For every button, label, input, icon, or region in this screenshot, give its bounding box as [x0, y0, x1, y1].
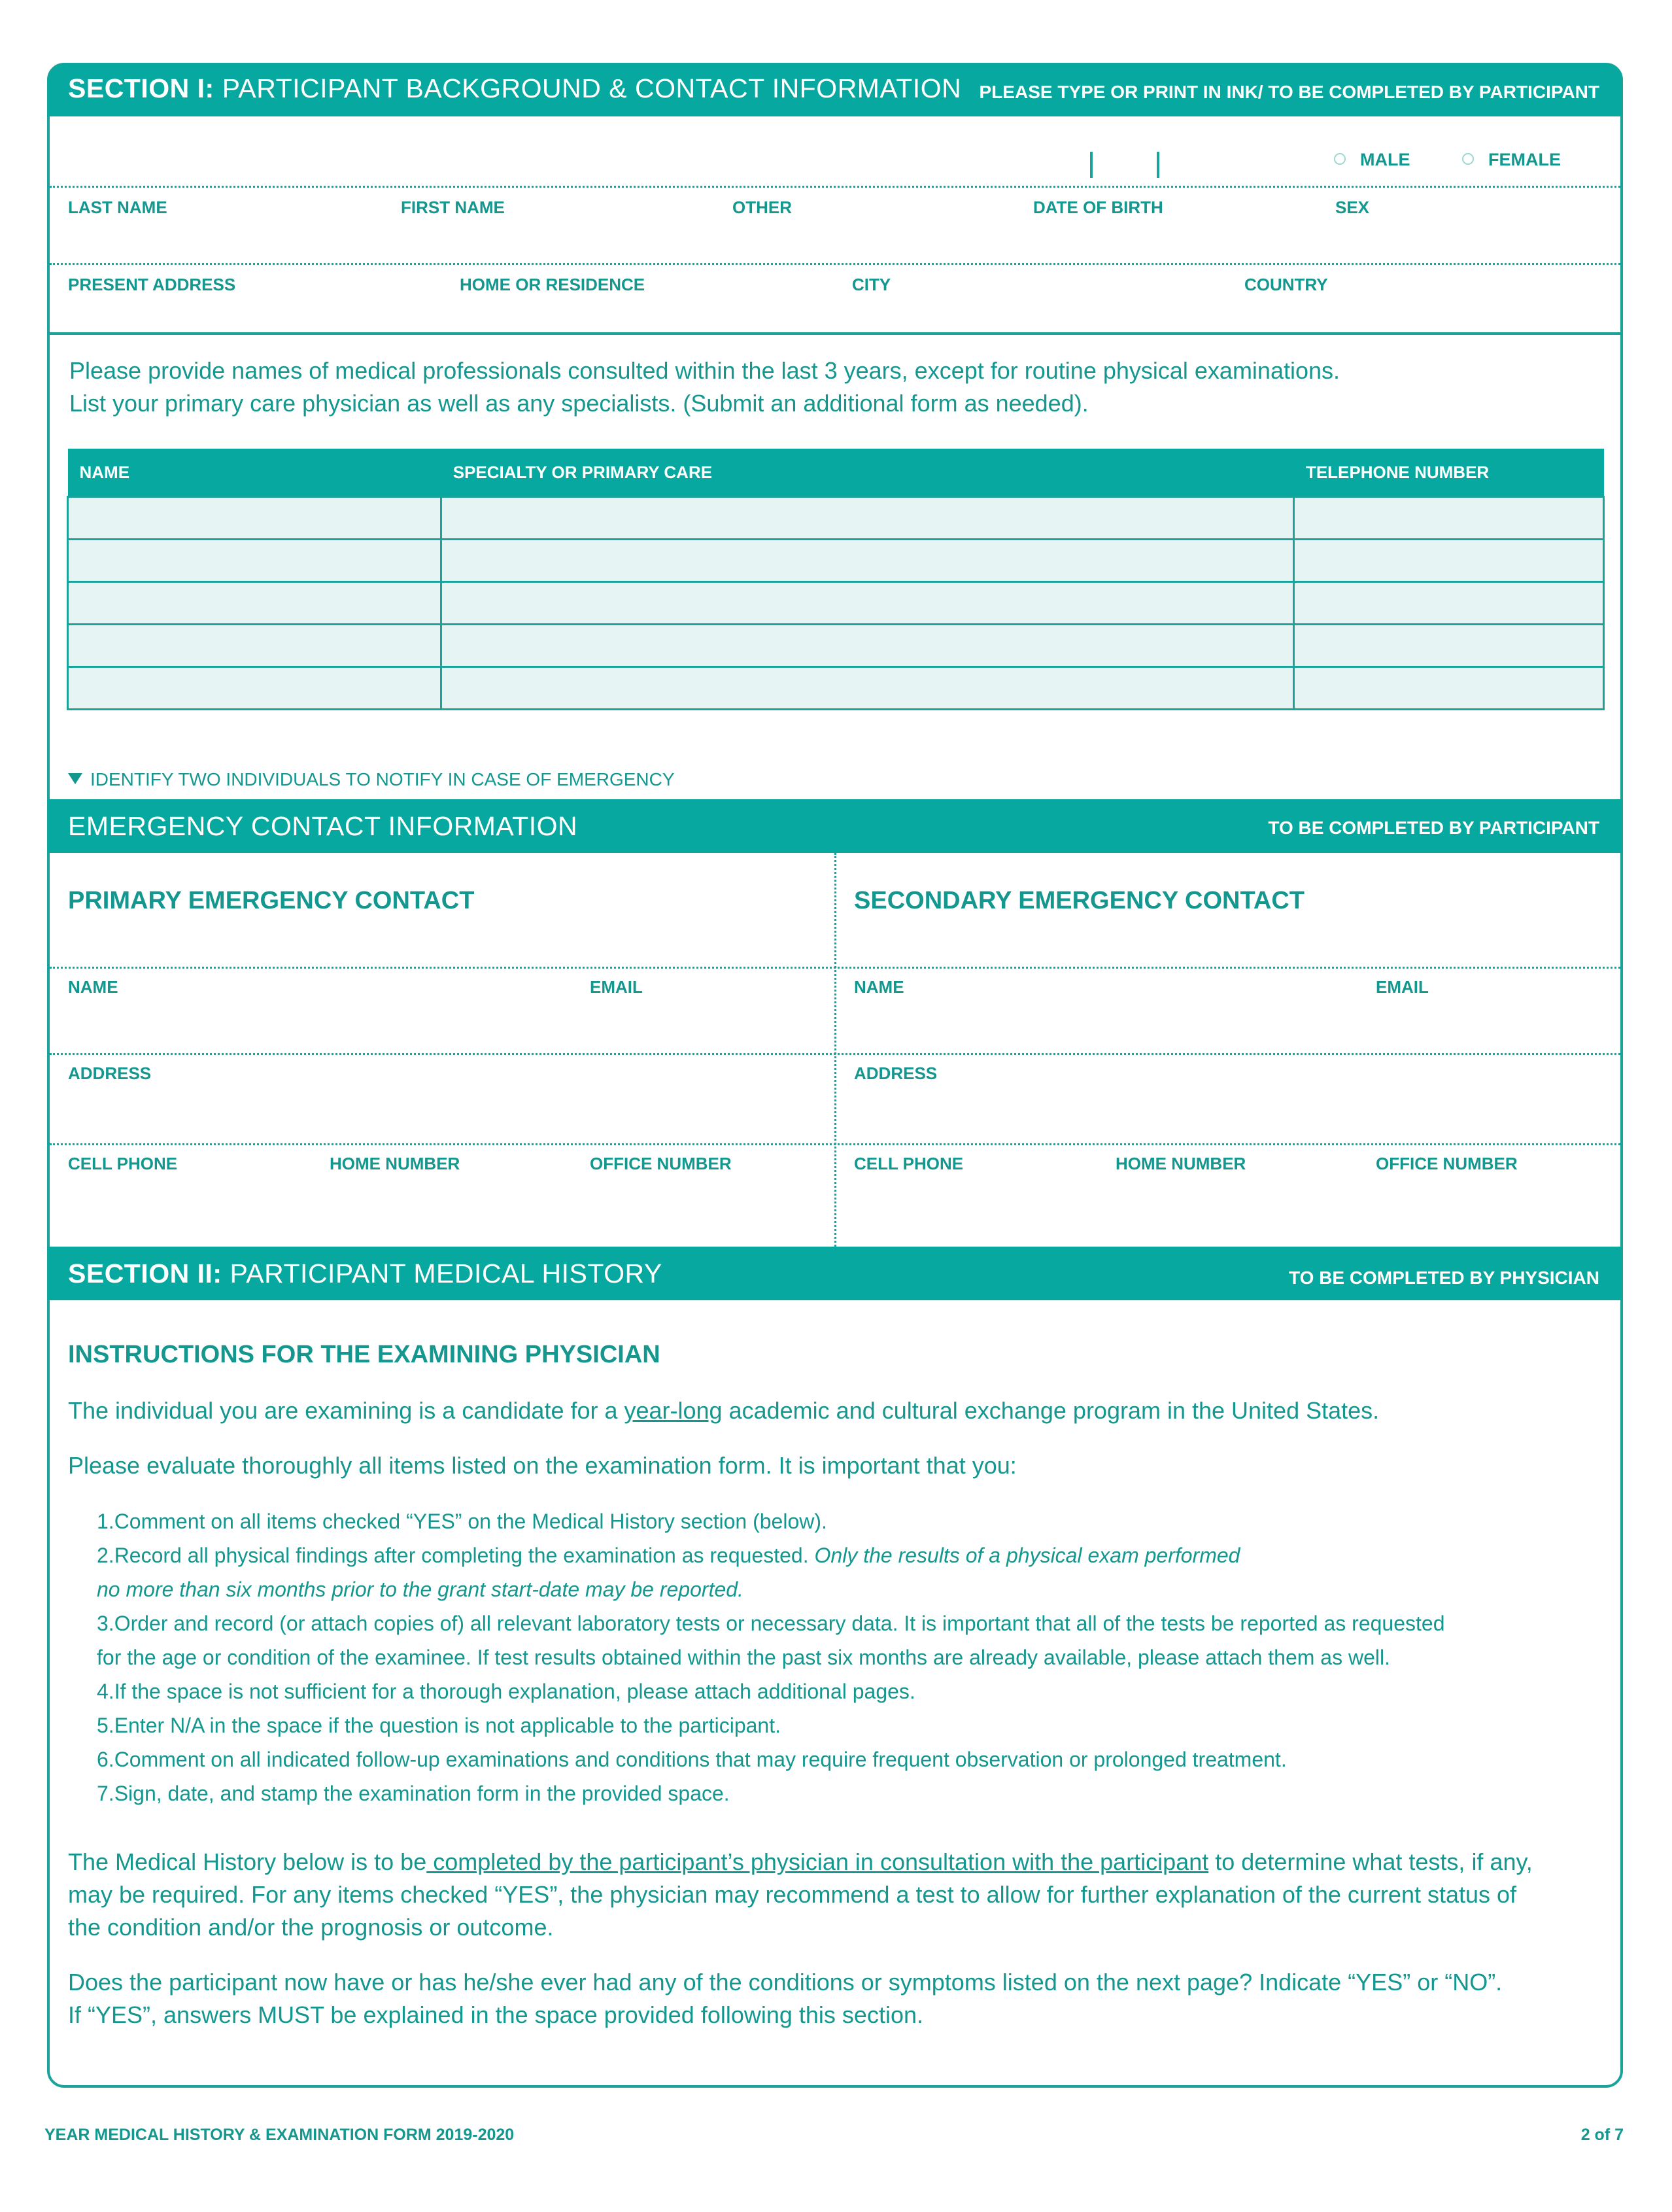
city-label: CITY: [852, 275, 891, 294]
instruction-item-2: 2.Record all physical findings after completing the examination as requested. Only the results of a physical exam performed: [97, 1544, 1240, 1567]
conditions-question-2: If “YES”, answers MUST be explained in the space provided following this section.: [68, 2001, 923, 2028]
medical-history-paragraph-2: may be required. For any items checked “YES”, the physician may recommend a test to allow for further explanation of the current status of: [68, 1881, 1517, 1908]
dob-divider: [1157, 152, 1159, 178]
instruction-item-2-cont: no more than six months prior to the grant start-date may be reported.: [97, 1578, 743, 1601]
field-divider: [50, 186, 1620, 188]
table-cell[interactable]: [68, 497, 441, 540]
secondary-email-label: EMAIL: [1376, 977, 1429, 997]
table-header-specialty: SPECIALTY OR PRIMARY CARE: [441, 449, 1294, 497]
field-divider: [50, 1143, 1620, 1145]
section2-header: [48, 1247, 1622, 1300]
emergency-header: [48, 799, 1622, 853]
instructions-heading: INSTRUCTIONS FOR THE EXAMINING PHYSICIAN: [68, 1341, 660, 1368]
table-header-name: NAME: [68, 449, 441, 497]
section2-note: TO BE COMPLETED BY PHYSICIAN: [1288, 1268, 1599, 1288]
table-cell[interactable]: [441, 625, 1294, 667]
table-cell[interactable]: [1294, 540, 1604, 582]
footer-page-number: 2 of 7: [1580, 2126, 1624, 2144]
dob-divider: [1090, 152, 1093, 178]
primary-contact-title: PRIMARY EMERGENCY CONTACT: [68, 887, 475, 914]
medical-professionals-intro: Please provide names of medical professionals consulted within the last 3 years, except for routine physical examinations.: [69, 357, 1340, 384]
secondary-contact-title: SECONDARY EMERGENCY CONTACT: [854, 887, 1305, 914]
sex-label: SEX: [1335, 198, 1370, 217]
section1-header: [48, 64, 1622, 116]
emergency-title: EMERGENCY CONTACT INFORMATION: [68, 811, 578, 841]
instruction-item-5: 5.Enter N/A in the space if the question is not applicable to the participant.: [97, 1714, 781, 1737]
table-cell[interactable]: [1294, 625, 1604, 667]
female-radio[interactable]: [1462, 153, 1474, 165]
other-name-label: OTHER: [732, 198, 792, 217]
dob-label: DATE OF BIRTH: [1033, 198, 1163, 217]
column-divider: [834, 853, 836, 1247]
section1-note: PLEASE TYPE OR PRINT IN INK/ TO BE COMPLETED BY PARTICIPANT: [979, 82, 1599, 102]
table-cell[interactable]: [1294, 667, 1604, 710]
secondary-address-label: ADDRESS: [854, 1063, 938, 1083]
primary-address-label: ADDRESS: [68, 1063, 152, 1083]
instruction-item-6: 6.Comment on all indicated follow-up examinations and conditions that may require frequent observation or prolonged treatment.: [97, 1748, 1287, 1771]
secondary-home-label: HOME NUMBER: [1116, 1154, 1246, 1173]
section2-title: SECTION II: PARTICIPANT MEDICAL HISTORY: [68, 1258, 662, 1288]
country-label: COUNTRY: [1244, 275, 1328, 294]
section1-title: SECTION I: PARTICIPANT BACKGROUND & CONTACT INFORMATION: [68, 73, 962, 103]
table-cell[interactable]: [441, 582, 1294, 625]
primary-office-label: OFFICE NUMBER: [590, 1154, 732, 1173]
table-row: [68, 497, 1604, 540]
section-divider: [50, 332, 1620, 335]
male-radio[interactable]: [1334, 153, 1346, 165]
table-cell[interactable]: [441, 667, 1294, 710]
table-row: [68, 582, 1604, 625]
field-divider: [50, 263, 1620, 265]
emergency-note-right: TO BE COMPLETED BY PARTICIPANT: [1268, 818, 1599, 838]
male-option-label: MALE: [1360, 150, 1410, 169]
primary-cell-label: CELL PHONE: [68, 1154, 178, 1173]
medical-history-paragraph-3: the condition and/or the prognosis or outcome.: [68, 1914, 554, 1941]
instructions-paragraph-2: Please evaluate thoroughly all items listed on the examination form. It is important that you:: [68, 1452, 1017, 1479]
table-cell[interactable]: [441, 497, 1294, 540]
table-header-telephone: TELEPHONE NUMBER: [1294, 449, 1604, 497]
primary-name-label: NAME: [68, 977, 118, 997]
table-row: [68, 667, 1604, 710]
medical-professionals-table: [67, 449, 1605, 710]
instruction-item-4: 4.If the space is not sufficient for a thorough explanation, please attach additional pages.: [97, 1680, 915, 1703]
secondary-name-label: NAME: [854, 977, 904, 997]
last-name-label: LAST NAME: [68, 198, 167, 217]
table-cell[interactable]: [1294, 497, 1604, 540]
primary-home-label: HOME NUMBER: [330, 1154, 460, 1173]
medical-professionals-intro-2: List your primary care physician as well as any specialists. (Submit an additional form as needed).: [69, 390, 1089, 417]
home-residence-label: HOME OR RESIDENCE: [460, 275, 645, 294]
instructions-paragraph-1: The individual you are examining is a candidate for a year-long academic and cultural exchange program in the United States.: [68, 1397, 1380, 1424]
footer-form-name: YEAR MEDICAL HISTORY & EXAMINATION FORM 2019-2020: [44, 2126, 515, 2144]
first-name-label: FIRST NAME: [401, 198, 505, 217]
field-divider: [50, 1053, 1620, 1055]
field-divider: [50, 967, 1620, 969]
table-row: [68, 540, 1604, 582]
table-cell[interactable]: [1294, 582, 1604, 625]
table-cell[interactable]: [68, 582, 441, 625]
table-row: [68, 625, 1604, 667]
secondary-cell-label: CELL PHONE: [854, 1154, 964, 1173]
conditions-question: Does the participant now have or has he/she ever had any of the conditions or symptoms listed on the next page? Indicate “YES” or “NO”.: [68, 1969, 1503, 1996]
instruction-item-7: 7.Sign, date, and stamp the examination form in the provided space.: [97, 1782, 730, 1805]
primary-email-label: EMAIL: [590, 977, 643, 997]
triangle-down-icon: [68, 772, 82, 785]
present-address-label: PRESENT ADDRESS: [68, 275, 236, 294]
secondary-office-label: OFFICE NUMBER: [1376, 1154, 1518, 1173]
table-cell[interactable]: [441, 540, 1294, 582]
emergency-note: IDENTIFY TWO INDIVIDUALS TO NOTIFY IN CASE OF EMERGENCY: [90, 769, 675, 789]
table-header-row: [68, 449, 1604, 497]
table-cell[interactable]: [68, 625, 441, 667]
table-cell[interactable]: [68, 667, 441, 710]
medical-history-paragraph: The Medical History below is to be completed by the participant’s physician in consultation with the participant to determine what tests, if any,: [68, 1848, 1533, 1875]
instruction-item-1: 1.Comment on all items checked “YES” on the Medical History section (below).: [97, 1510, 827, 1533]
instruction-item-3: 3.Order and record (or attach copies of) all relevant laboratory tests or necessary data. It is important that all of the tests be reported as requested: [97, 1612, 1445, 1635]
table-cell[interactable]: [68, 540, 441, 582]
instruction-item-3-cont: for the age or condition of the examinee. If test results obtained within the past six months are already available, please attach them as well.: [97, 1646, 1390, 1669]
female-option-label: FEMALE: [1488, 150, 1561, 169]
